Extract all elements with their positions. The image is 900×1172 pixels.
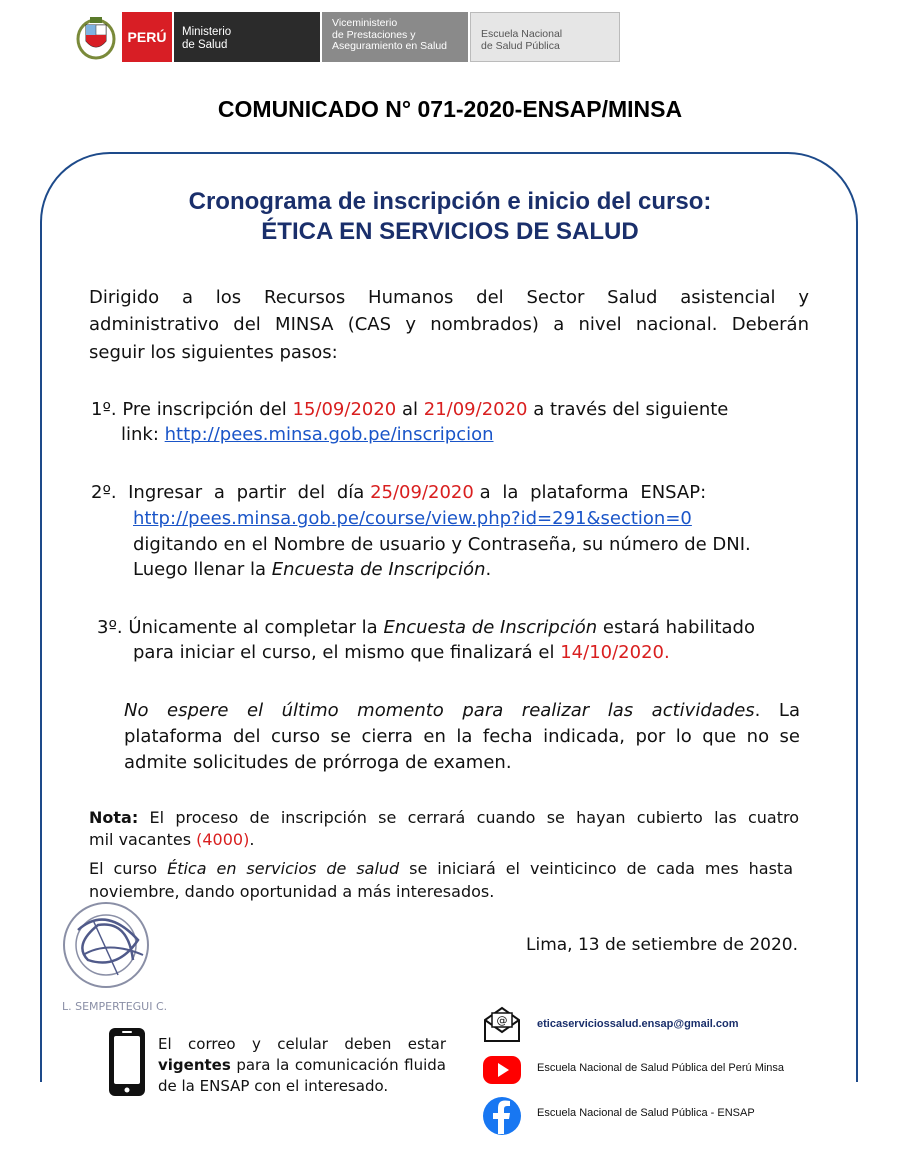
phone-note-line1: El correo y celular deben estar xyxy=(158,1035,446,1053)
step1-line1 xyxy=(91,397,791,423)
step3-period: . xyxy=(663,642,670,663)
phone-note-line2 xyxy=(158,1055,446,1076)
nota-line3 xyxy=(89,858,793,879)
vice-line2: de Prestaciones y xyxy=(332,28,416,41)
warning-line1 xyxy=(124,698,800,724)
step3-text-b: para iniciar el curso, el mismo que finalizará el xyxy=(133,642,555,663)
step1-number: 1º. xyxy=(91,399,117,420)
nota-label: Nota: xyxy=(89,808,139,827)
step3-number: 3º. xyxy=(97,617,123,638)
facebook-icon xyxy=(482,1096,522,1136)
step1-link-label: link: xyxy=(121,424,159,445)
phone-note-vigentes: vigentes xyxy=(158,1056,231,1074)
escuela-logo xyxy=(470,12,620,62)
nota-text-1: El proceso de inscripción se cerrará cuando se hayan cubierto las cuatro xyxy=(149,808,799,827)
inscripcion-link[interactable]: http://pees.minsa.gob.pe/inscripcion xyxy=(164,424,494,445)
step2-line3: digitando en el Nombre de usuario y Contraseña, su número de DNI. xyxy=(133,534,751,555)
step2-text-b: a la plataforma ENSAP: xyxy=(479,482,707,503)
warning-line1-end: . La xyxy=(754,700,800,721)
step2-survey-name: Encuesta de Inscripción xyxy=(271,559,486,580)
mobile-phone-icon xyxy=(107,1026,147,1098)
email-icon xyxy=(482,1004,522,1044)
stamp-signature-text: L. SEMPERTEGUI C. xyxy=(62,1000,168,1013)
official-stamp xyxy=(58,900,168,1010)
step3-survey-name: Encuesta de Inscripción xyxy=(383,617,598,638)
ministerio-line2: de Salud xyxy=(182,39,228,51)
coat-of-arms-icon xyxy=(72,12,120,62)
step2-line1 xyxy=(91,480,801,506)
step2-line2 xyxy=(133,506,692,532)
step3-line2 xyxy=(133,640,670,666)
step3-text-a-end: estará habilitado xyxy=(602,617,755,638)
vice-line1: Viceministerio xyxy=(332,17,398,29)
step2-period: . xyxy=(485,559,492,580)
step1-text-a: Pre inscripción del xyxy=(122,399,287,420)
step2-text-a: Ingresar a partir del día xyxy=(128,482,365,503)
title-line2: ÉTICA EN SERVICIOS DE SALUD xyxy=(261,218,639,245)
step1-text-c: a través del siguiente xyxy=(533,399,729,420)
intro-line3: seguir los siguientes pasos: xyxy=(89,342,338,363)
step2-text-d: Luego llenar la xyxy=(133,559,267,580)
step3-end-date: 14/10/2020 xyxy=(560,642,664,663)
vice-line3: Aseguramiento en Salud xyxy=(332,40,447,52)
step1-line2 xyxy=(121,422,494,448)
step2-number: 2º. xyxy=(91,482,117,503)
course-link[interactable]: http://pees.minsa.gob.pe/course/view.php?id=291&section=0 xyxy=(133,508,692,529)
nota-line2 xyxy=(89,829,254,850)
nota-period: . xyxy=(249,830,255,849)
ministerio-logo xyxy=(174,12,322,62)
nota-text-2: mil vacantes xyxy=(89,830,192,849)
nota-line4: noviembre, dando oportunidad a más interesados. xyxy=(89,882,495,901)
youtube-channel[interactable]: Escuela Nacional de Salud Pública del Perú Minsa xyxy=(537,1062,785,1074)
title-line1: Cronograma de inscripción e inicio del curso: xyxy=(188,188,712,215)
step1-text-b: al xyxy=(402,399,419,420)
nota-course-name: Ética en servicios de salud xyxy=(167,859,400,878)
warning-line2: plataforma del curso se cierra en la fecha indicada, por lo que no se xyxy=(124,726,800,747)
nota-vacancy-count: (4000) xyxy=(196,830,250,849)
youtube-icon xyxy=(482,1050,522,1090)
phone-note-line2-text: para la comunicación fluida xyxy=(236,1056,446,1074)
step3-text-a: Únicamente al completar la xyxy=(128,617,378,638)
date-place: Lima, 13 de setiembre de 2020. xyxy=(526,935,798,955)
escuela-line2: de Salud Pública xyxy=(481,39,560,52)
facebook-page[interactable]: Escuela Nacional de Salud Pública - ENSAP xyxy=(537,1107,755,1119)
nota-text-3b: se iniciará el veinticinco de cada mes hasta xyxy=(409,859,793,878)
step1-start-date: 15/09/2020 xyxy=(292,399,397,420)
intro-line2: administrativo del MINSA (CAS y nombrados) a nivel nacional. Deberán xyxy=(89,314,809,335)
ministerio-line1: Ministerio xyxy=(182,26,232,38)
phone-note-line3: de la ENSAP con el interesado. xyxy=(158,1077,389,1095)
step3-line1 xyxy=(97,615,802,641)
warning-italic: No espere el último momento para realizar las actividades xyxy=(124,700,755,721)
header-logos xyxy=(72,12,620,62)
step2-line4 xyxy=(133,557,491,583)
nota-line1 xyxy=(89,807,799,828)
nota-text-3a: El curso xyxy=(89,859,158,878)
intro-line1: Dirigido a los Recursos Humanos del Sector Salud asistencial y xyxy=(89,287,809,308)
peru-label: PERÚ xyxy=(127,29,167,45)
viceministerio-logo xyxy=(322,12,470,62)
peru-logo xyxy=(122,12,174,62)
warning-line3: admite solicitudes de prórroga de examen. xyxy=(124,752,512,773)
escuela-line1: Escuela Nacional xyxy=(481,28,563,40)
svg-text:@: @ xyxy=(496,1014,508,1027)
email-address[interactable]: eticaserviciossalud.ensap@gmail.com xyxy=(537,1018,739,1030)
step2-date: 25/09/2020 xyxy=(370,482,474,503)
step1-end-date: 21/09/2020 xyxy=(423,399,528,420)
comunicado-heading: COMUNICADO N° 071-2020-ENSAP/MINSA xyxy=(217,96,683,122)
